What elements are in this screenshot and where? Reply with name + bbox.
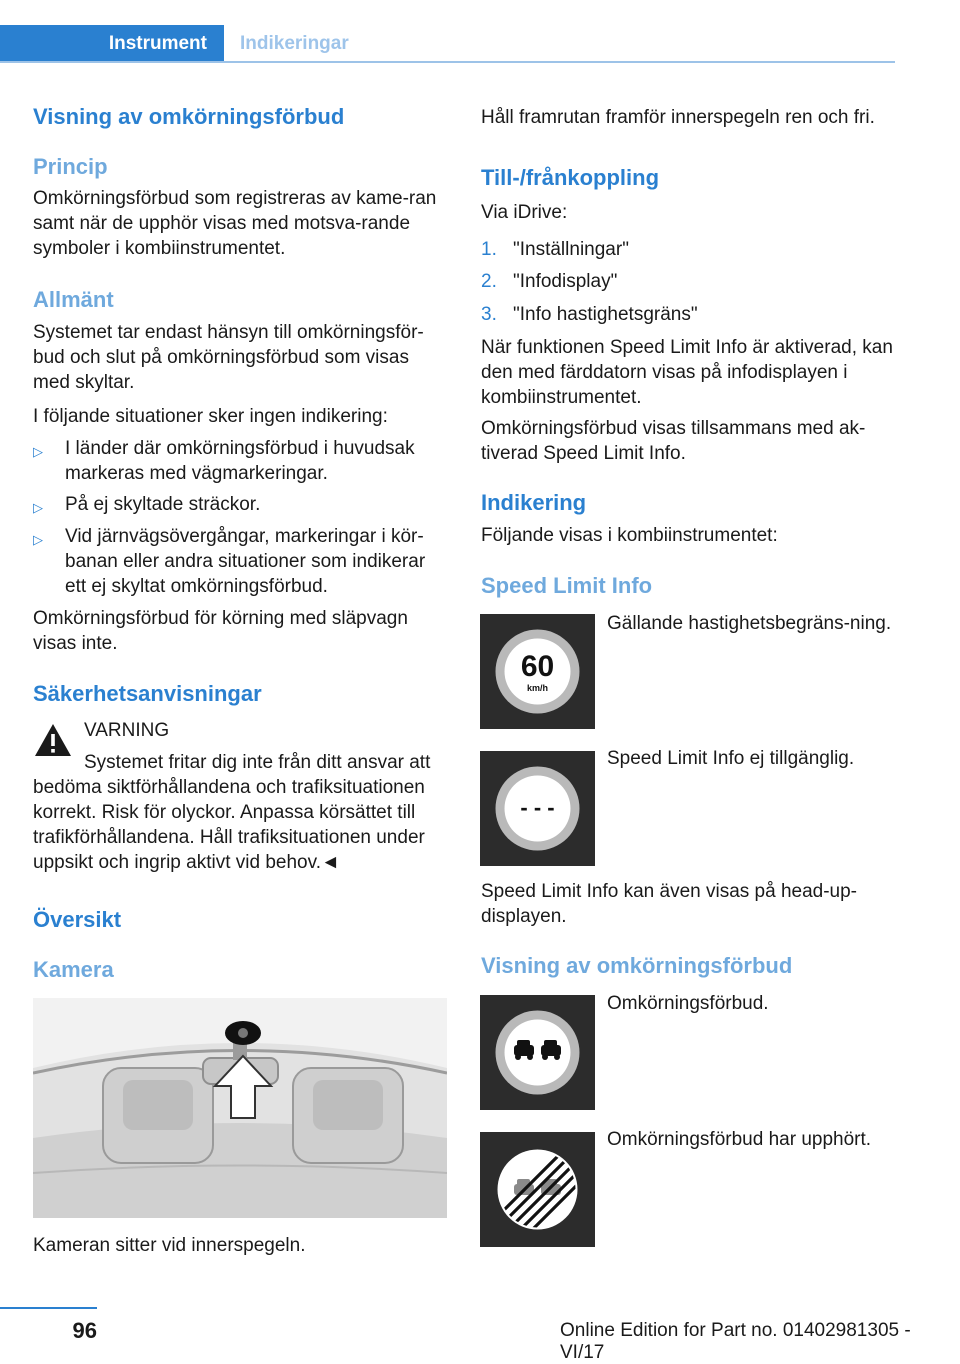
warning-triangle-icon [33, 722, 73, 758]
edition-text: Online Edition for Part no. 01402981305 - VI/17 [560, 1320, 911, 1363]
heading-oversikt: Översikt [33, 907, 122, 932]
speed-limit-item-1-text: Gällande hastighetsbegräns-ning. [607, 613, 892, 634]
triangle-bullet-icon: ▷ [33, 444, 43, 459]
tab-indikeringar[interactable]: Indikeringar [240, 32, 349, 54]
end-of-no-overtaking-sign-icon [480, 1132, 595, 1247]
speed-limit-unavailable-sign-icon [480, 751, 595, 866]
footer-rule [0, 1307, 97, 1309]
heading-allmant: Allmänt [33, 287, 114, 312]
sign-dashes: - - - [520, 795, 555, 820]
bullet-text: På ej skyltade sträckor. [65, 494, 261, 515]
tab-instrument[interactable]: Instrument [0, 25, 224, 62]
princip-text: Omkörningsförbud som registreras av kame-ran samt när de upphör visas med motsva-rande symboler i kombiinstrumentet. [33, 188, 437, 259]
sign-speed-unit: km/h [526, 683, 549, 693]
warning-text-rest [33, 775, 451, 875]
page-number: 96 [72, 1318, 97, 1343]
camera-location-illustration [33, 998, 447, 1218]
header-rule [0, 61, 895, 63]
warning-label: VARNING [84, 720, 170, 741]
bullet-text: I länder där omkörningsförbud i huvudsak markeras med vägmarkeringar. [65, 438, 415, 484]
end-mark: ◄ [320, 852, 340, 873]
heading-kamera: Kamera [33, 957, 114, 982]
heading-speed-limit-info: Speed Limit Info [481, 573, 653, 598]
warning-text-first: Systemet fritar dig inte från ditt ansvar att [84, 752, 431, 773]
list-item [33, 492, 451, 520]
right-intro: Håll framrutan framför innerspegeln ren och fri. [481, 107, 875, 128]
step-number: 1. [481, 239, 497, 260]
via-idrive: Via iDrive: [481, 202, 568, 223]
camera-caption: Kameran sitter vid innerspegeln. [33, 1235, 306, 1256]
step-text: "Infodisplay" [513, 271, 618, 292]
speed-limit-60-sign-icon [480, 614, 595, 729]
triangle-bullet-icon: ▷ [33, 532, 43, 547]
list-item [481, 269, 899, 294]
triangle-bullet-icon: ▷ [33, 500, 43, 515]
visning-item-2-text: Omkörningsförbud har upphört. [607, 1129, 872, 1150]
till-paragraph-2: Omkörningsförbud visas tillsammans med ak-tiverad Speed Limit Info. [481, 418, 866, 464]
allmant-text: Systemet tar endast hänsyn till omkörningsför-bud och slut på omkörningsförbud som visas med skyltar. [33, 322, 424, 393]
hud-text: Speed Limit Info kan även visas på head-up-displayen. [481, 881, 858, 927]
list-item [33, 436, 451, 486]
visning-item-1-text: Omkörningsförbud. [607, 993, 769, 1014]
list-item [481, 237, 899, 262]
bullet-text: Vid järnvägsövergångar, markeringar i kör-banan eller andra situationer som indikerar ett ej skyltat omkörningsförbud. [65, 526, 426, 597]
no-overtaking-sign-icon [480, 995, 595, 1110]
heading-indikering: Indikering [481, 490, 587, 515]
allmant-note: Omkörningsförbud för körning med släpvagn visas inte. [33, 608, 408, 654]
section-title-omkorningsforbud: Visning av omkörningsförbud [33, 104, 345, 129]
heading-till-frankoppling: Till-/frånkoppling [481, 165, 660, 190]
list-item [33, 524, 451, 599]
speed-limit-item-2-text: Speed Limit Info ej tillgänglig. [607, 748, 855, 769]
heading-sakerhetsanvisningar: Säkerhetsanvisningar [33, 681, 262, 706]
heading-princip: Princip [33, 154, 108, 179]
step-text: "Inställningar" [513, 239, 629, 260]
till-paragraph-1: När funktionen Speed Limit Info är aktiverad, kan den med färddatorn visas på infodisplayen i kombiinstrumentet. [481, 337, 893, 408]
heading-visning-av-omkorningsforbud: Visning av omkörningsförbud [481, 953, 793, 978]
warning-body: bedöma siktförhållandena och trafiksituationen korrekt. Risk för olyckor. Anpassa körsättet till trafikförhållandena. Håll trafiksituationen under uppsikt och ingrip aktivt vid behov. [33, 777, 425, 873]
allmant-intro: I följande situationer sker ingen indikering: [33, 406, 388, 427]
list-item [481, 302, 899, 327]
step-text: "Info hastighetsgräns" [513, 304, 698, 325]
sign-speed-value: 60 [520, 650, 555, 683]
step-number: 3. [481, 304, 497, 325]
indikering-text: Följande visas i kombiinstrumentet: [481, 525, 778, 546]
step-number: 2. [481, 271, 497, 292]
